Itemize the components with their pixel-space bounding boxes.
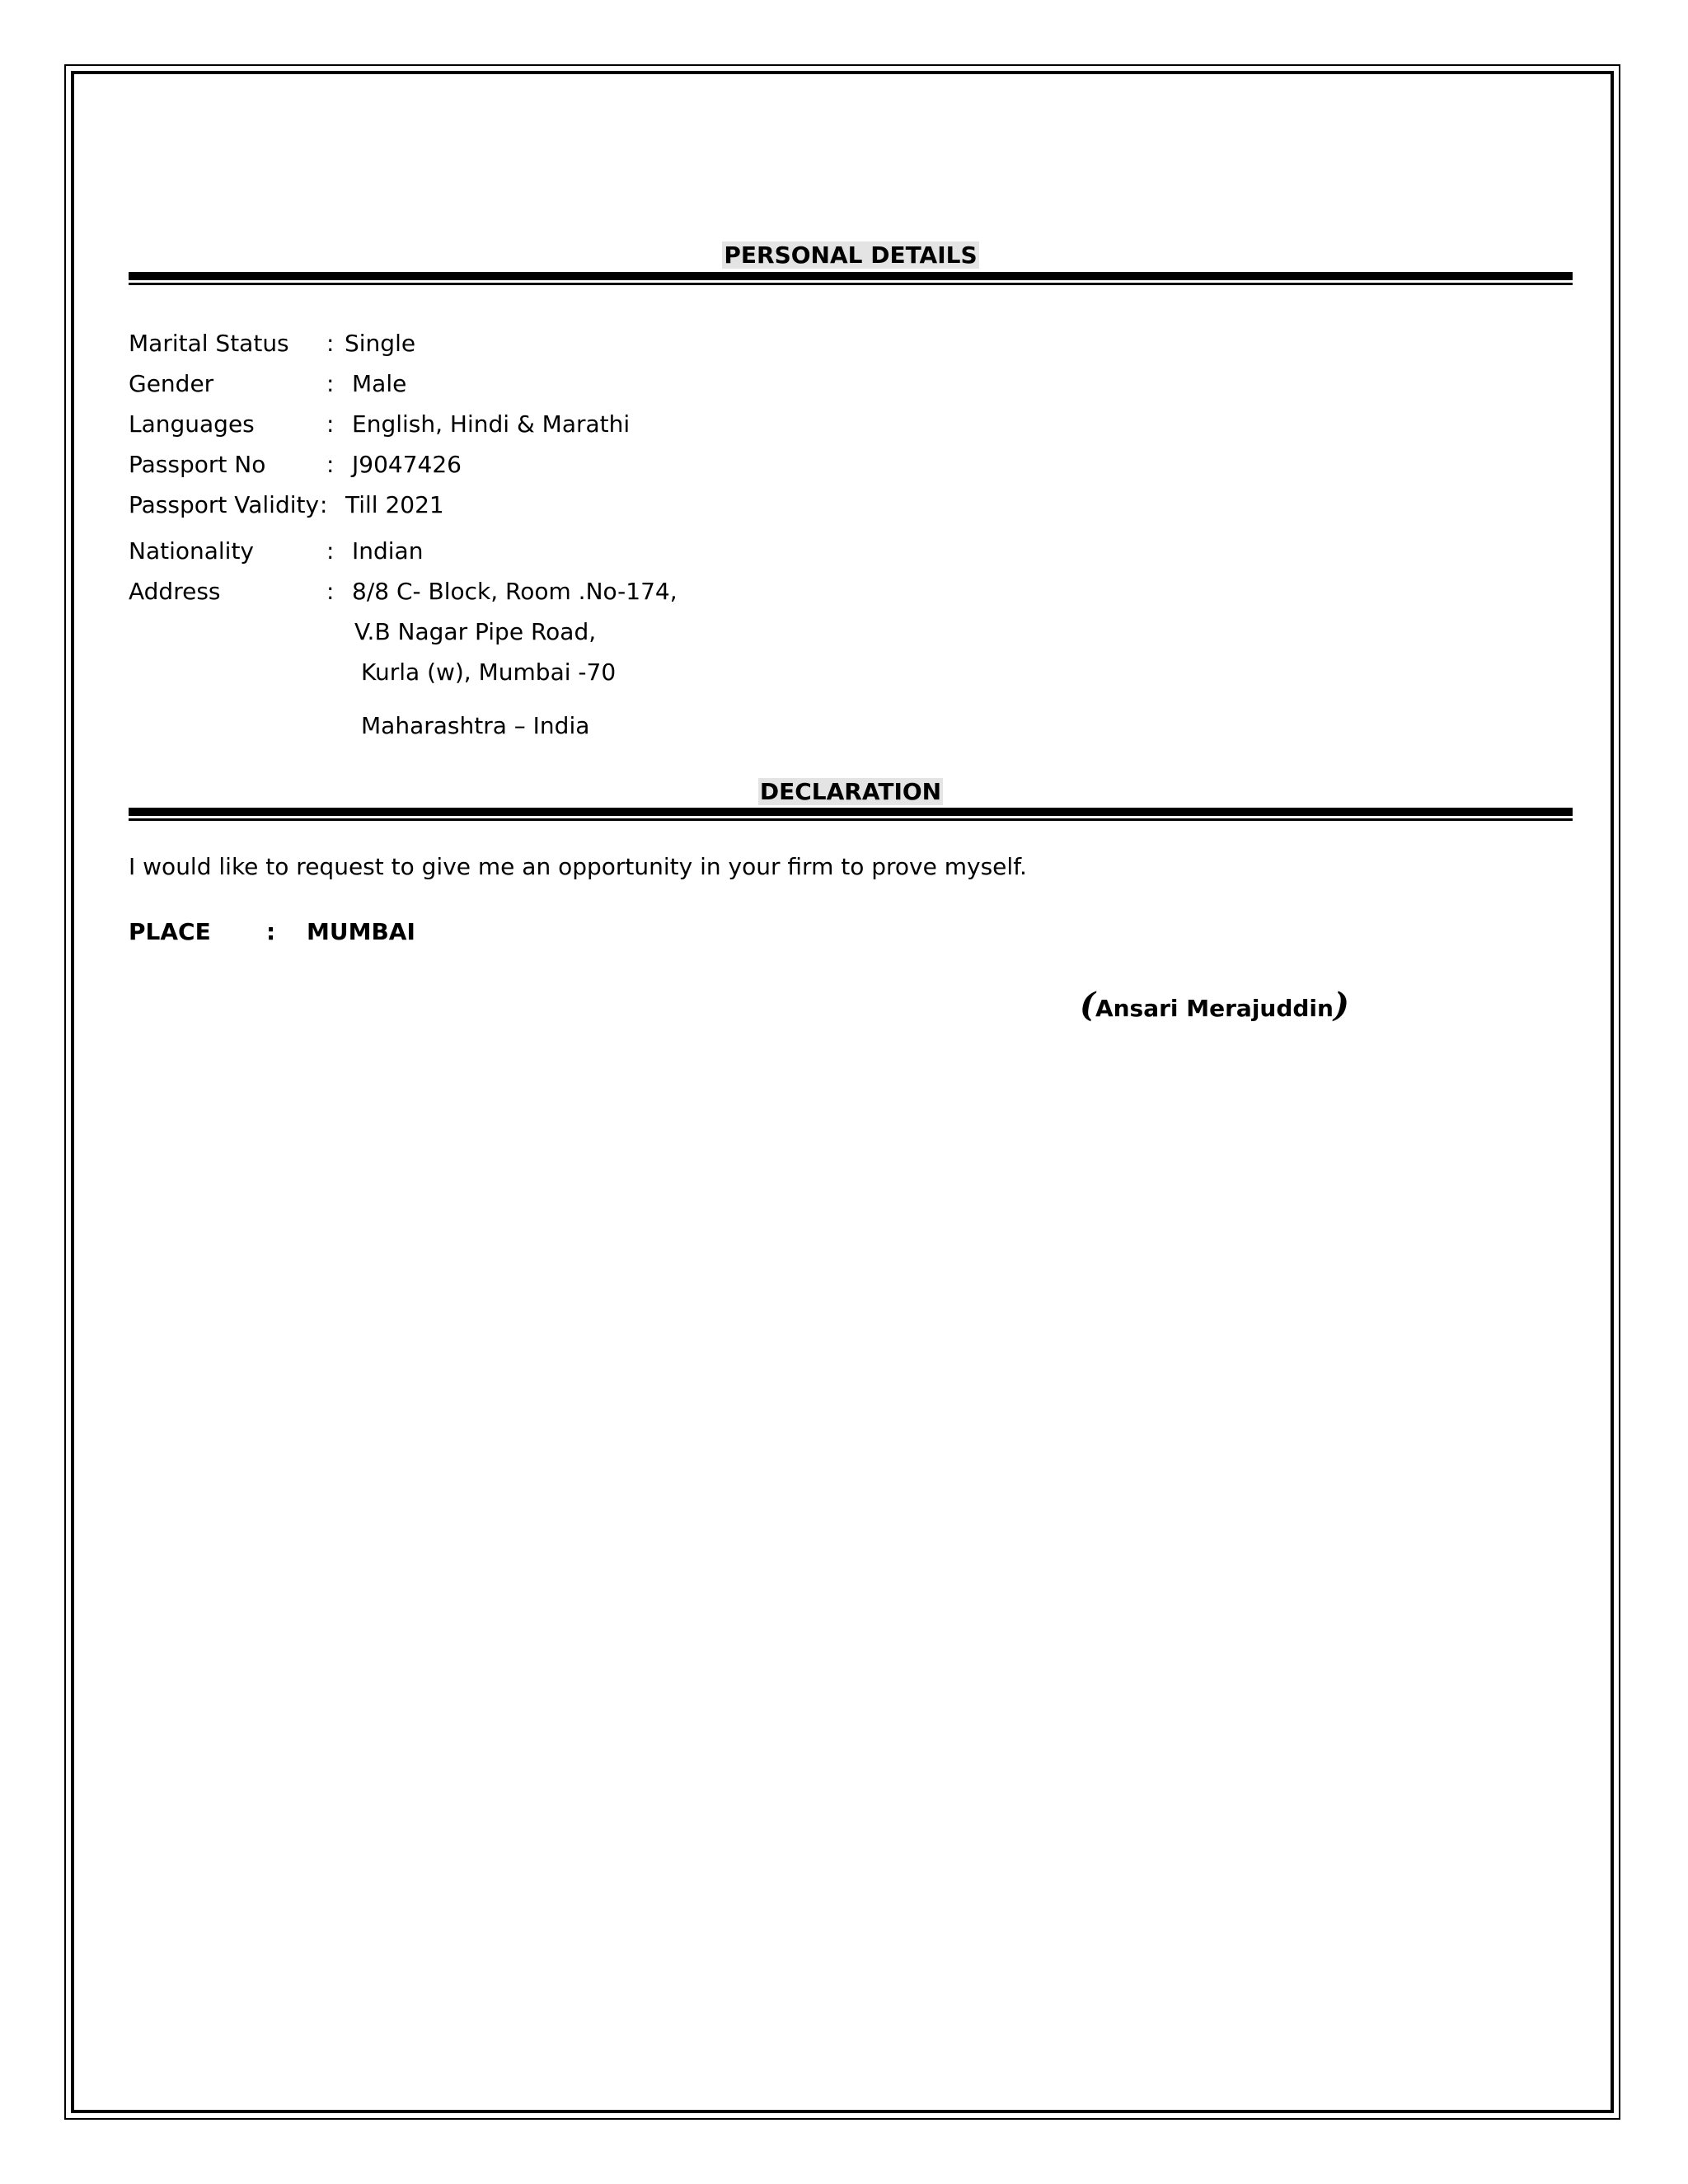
- signature-open-paren: (: [1080, 986, 1095, 1024]
- declaration-heading-text: DECLARATION: [759, 778, 942, 805]
- place-colon: :: [266, 918, 276, 945]
- page-border-inner: [71, 71, 1614, 2113]
- signature-name: Ansari Merajuddin: [1095, 995, 1334, 1022]
- field-label-languages: Languages: [129, 410, 255, 438]
- field-value-gender: Male: [352, 370, 407, 397]
- field-label-address: Address: [129, 578, 221, 605]
- personal-details-divider: [129, 272, 1573, 285]
- place-value: MUMBAI: [307, 918, 415, 945]
- field-colon: :: [326, 370, 335, 397]
- field-value-marital-status: Single: [345, 330, 416, 357]
- field-value-nationality: Indian: [352, 537, 424, 565]
- signature-close-paren: ): [1333, 986, 1349, 1024]
- field-colon: :: [320, 491, 328, 518]
- place-label: PLACE: [129, 918, 211, 945]
- declaration-text: I would like to request to give me an opportunity in your firm to prove myself.: [129, 853, 1027, 880]
- personal-details-heading-text: PERSONAL DETAILS: [724, 241, 978, 269]
- field-value-address-line-1: 8/8 C- Block, Room .No-174,: [352, 578, 678, 605]
- field-value-passport-validity: Till 2021: [345, 491, 444, 518]
- declaration-divider: [129, 808, 1573, 821]
- field-value-address-line-4: Maharashtra – India: [361, 712, 590, 739]
- declaration-heading: [129, 778, 1573, 806]
- field-label-marital-status: Marital Status: [129, 330, 289, 357]
- field-label-gender: Gender: [129, 370, 214, 397]
- field-label-passport-no: Passport No: [129, 451, 266, 478]
- field-colon: :: [326, 578, 335, 605]
- field-value-languages: English, Hindi & Marathi: [352, 410, 631, 438]
- field-colon: :: [326, 410, 335, 438]
- field-label-passport-validity: Passport Validity: [129, 491, 320, 518]
- personal-details-heading: [129, 241, 1573, 269]
- field-value-address-line-2: V.B Nagar Pipe Road,: [354, 618, 597, 645]
- field-value-address-line-3: Kurla (w), Mumbai -70: [361, 658, 617, 686]
- signature: [1080, 986, 1349, 1025]
- field-colon: :: [326, 330, 335, 357]
- field-value-passport-no: J9047426: [352, 451, 462, 478]
- field-colon: :: [326, 537, 335, 565]
- field-label-nationality: Nationality: [129, 537, 255, 565]
- field-colon: :: [326, 451, 335, 478]
